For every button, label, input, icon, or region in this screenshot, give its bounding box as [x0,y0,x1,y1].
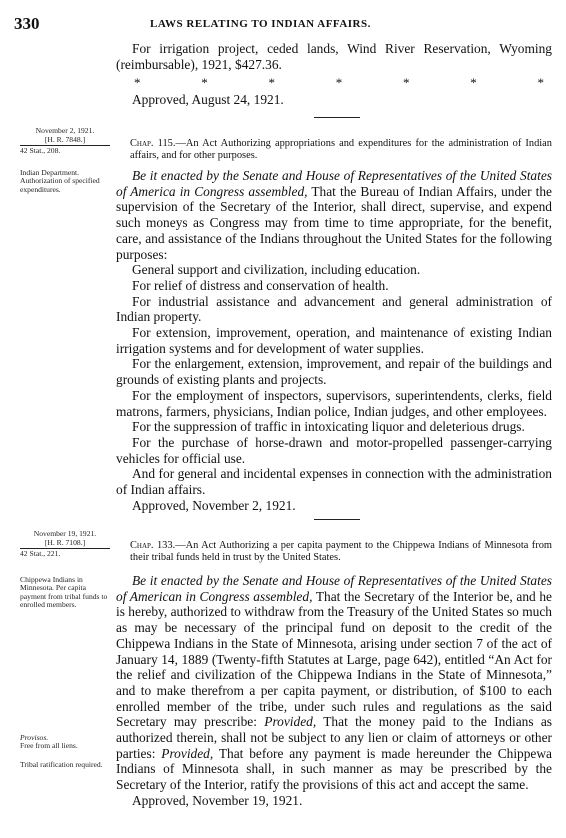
purpose-item: For industrial assistance and advancement and general administration of Indian property. [116,293,552,325]
approved-nov-19: Approved, November 19, 1921. [132,792,303,808]
act2-margin-note-chippewa: Chippewa Indians in Minnesota. Per capita payment from tribal funds to enrolled members. [20,575,108,610]
proviso-text: That before any payment is made hereunder the Chippewa Indians of Minnesota shall, in such manner as may be prescribed by the Secretary of the Interior, ratify the provisions of this act and accept the same. [116,745,552,793]
act1-bill: [H. R. 7848.] [44,135,86,144]
act2-chapter-heading [130,540,552,564]
purpose-item: For the enlargement, extension, improvement, and repair of the buildings and grounds of existing plants and projects. [116,356,552,388]
act2-date: November 19, 1921. [33,529,97,538]
chapter-title: —An Act Authorizing appropriations and expenditures for the administration of Indian affairs, and for other purposes. [130,138,552,161]
act1-body [116,168,552,513]
chapter-title: —An Act Authorizing a per capita payment to the Chippewa Indians of Minnesota from their tribal funds held in trust by the United States. [130,540,552,563]
purpose-item: For relief of distress and conservation of health. [132,277,389,293]
enacting-text: That the Secretary of the Interior be, and he is hereby, authorized to withdraw from the Treasury of the United States so much as may be necessary of the principal fund on deposit to the credit of the Chippewa Indians in the State of Minnesota, arising under section 7 of the act of January 14, 1889 (Twenty-fifth Statutes at Large, page 642), entitled “An Act for the relief and civilization of the Chippewa Indians in the State of Minnesota,” and to make therefrom a per capita payment, or distribution, of $100 to each enrolled member of the tribe, under such rules and regulations as the said Secretary may prescribe: [116,588,552,730]
running-title: LAWS RELATING TO INDIAN AFFAIRS. [150,18,371,30]
act2-stat: 42 Stat., 221. [20,549,61,558]
act1-date: November 2, 1921. [35,126,95,135]
proviso-italic: Provided, [161,745,214,761]
enacting-text: That the Bureau of Indian Affairs, under the supervision of the Secretary of the Interior, shall direct, supervise, and expend such moneys as Congress may from time to time appropriate, for the benefit, care, and assistance of the Indians throughout the United States for the following purposes: [116,183,552,262]
act1-stat: 42 Stat., 208. [20,146,61,155]
purpose-item: For the employment of inspectors, supervisors, superintendents, clerks, field matrons, farmers, physicians, Indian police, Indian judges, and other employees. [116,387,552,419]
section-divider [314,519,360,520]
provisos-title: Provisos. [20,733,49,742]
purpose-item: For extension, improvement, operation, and maintenance of existing Indian irrigation systems and for development of water supplies. [116,325,552,356]
approved-aug-24: Approved, August 24, 1921. [132,92,284,107]
approved-nov-2: Approved, November 2, 1921. [132,497,296,513]
act2-margin-note-provisos [20,734,112,751]
act2-margin-note-ratification: Tribal ratification required. [20,760,103,769]
page-number: 330 [14,14,40,33]
star: * [134,75,141,90]
chapter-label: Chap. 133. [130,540,176,551]
provisos-note: Free from all liens. [20,741,78,751]
star: * [201,75,208,90]
act1-chapter-heading [130,138,552,162]
purpose-item: For the suppression of traffic in intoxicating liquor and deleterious drugs. [132,419,525,435]
act1-margin-note: Indian Department. Authorization of specified expenditures. [20,168,100,194]
chapter-label: Chap. 115. [130,138,176,149]
proviso-text: That the money paid to the Indians as authorized therein, shall not be subject to any lien or claim of attorneys or other parties: [116,714,552,761]
enacting-italic: Be it enacted by the Senate and House of Representatives of the United States of America in Congress assembled, [116,168,552,199]
act2-bill: [H. R. 7108.] [44,538,86,547]
act2-enacting-clause [116,573,552,793]
purpose-item: General support and civilization, including education. [132,262,421,278]
star: * [268,75,275,90]
act2-body [116,573,552,809]
star: * [335,75,343,90]
enacting-italic: Be it enacted by the Senate and House of Representatives of the United States of American in Congress assembled, [116,573,552,604]
act1-enacting-clause [116,168,552,262]
star: * [403,75,410,90]
purpose-item: And for general and incidental expenses in connection with the administration of Indian affairs. [116,466,552,498]
ellipsis-stars [134,75,544,91]
section-divider [314,117,360,118]
irrigation-paragraph: For irrigation project, ceded lands, Wind River Reservation, Wyoming (reimbursable), 1921, $427.36. [116,41,552,72]
star: * [537,75,544,90]
star: * [470,75,477,90]
purpose-item: For the purchase of horse-drawn and motor-propelled passenger-carrying vehicles for official use. [116,434,552,466]
proviso-italic: Provided, [264,714,317,730]
